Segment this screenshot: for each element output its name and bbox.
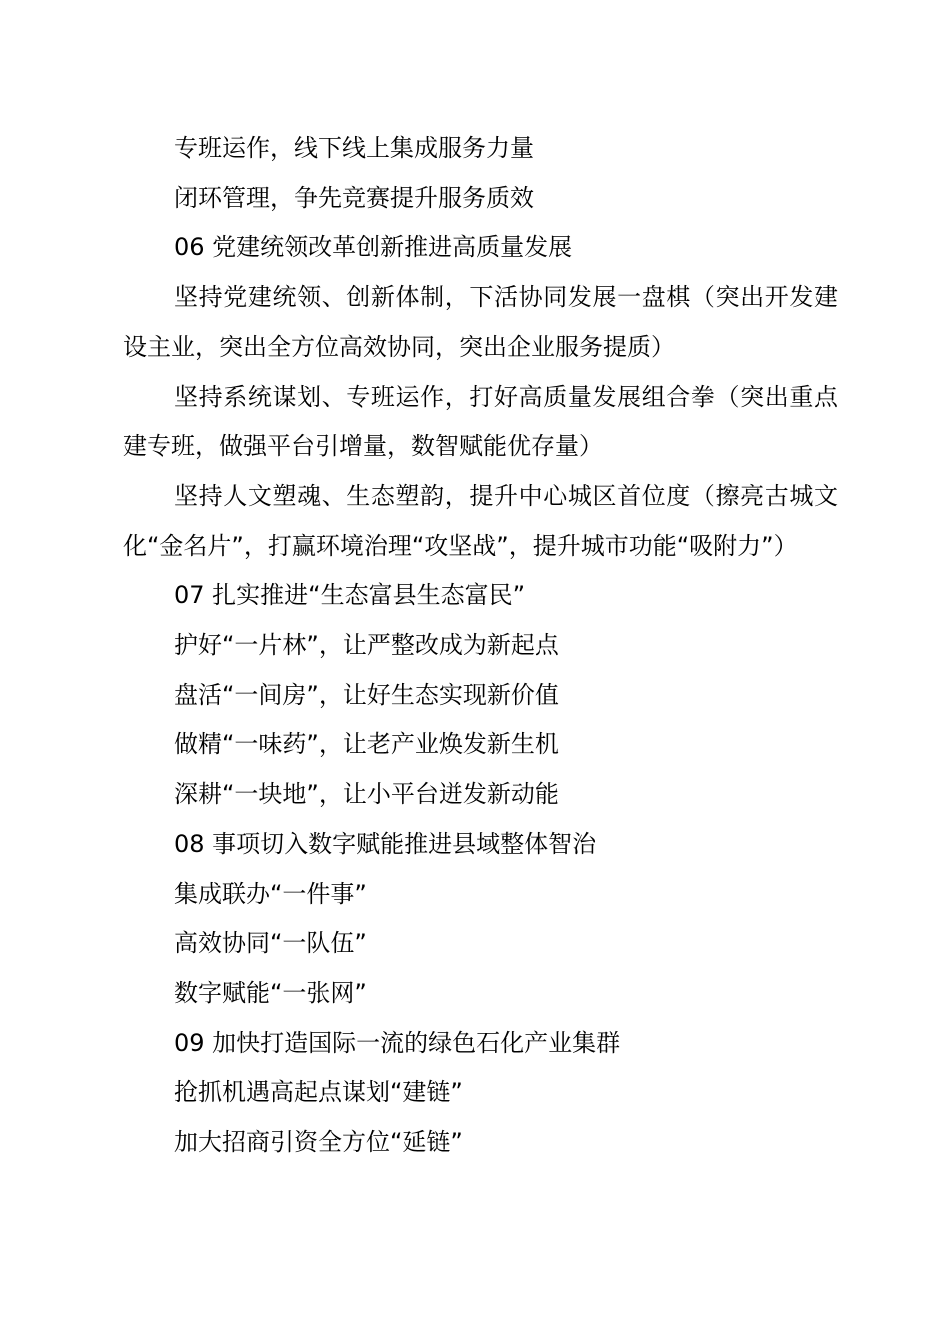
section-heading-08: 08 事项切入数字赋能推进县域整体智治 xyxy=(174,829,597,858)
paragraph-1: 专班运作，线下线上集成服务力量 xyxy=(174,134,534,162)
paragraph-13: 集成联办“一件事” xyxy=(174,879,367,908)
paragraph-14: 高效协同“一队伍” xyxy=(174,929,367,958)
section-heading-09: 09 加快打造国际一流的绿色石化产业集群 xyxy=(174,1028,621,1057)
paragraph-17: 抢抓机遇高起点谋划“建链” xyxy=(174,1078,463,1107)
section-heading-06: 06 党建统领改革创新推进高质量发展 xyxy=(174,233,573,262)
paragraph-11: 深耕“一块地”，让小平台迸发新动能 xyxy=(174,780,559,809)
paragraph-8: 护好“一片林”，让严整改成为新起点 xyxy=(174,631,559,660)
paragraph-4: 坚持党建统领、创新体制，下活协同发展一盘棋（突出开发建设主业，突出全方位高效协同，突出企业服务提质） xyxy=(123,283,838,361)
section-heading-07: 07 扎实推进“生态富县生态富民” xyxy=(174,581,526,610)
paragraph-15: 数字赋能“一张网” xyxy=(174,978,367,1007)
paragraph-10: 做精“一味药”，让老产业焕发新生机 xyxy=(174,730,559,759)
paragraph-9: 盘活“一间房”，让好生态实现新价值 xyxy=(174,680,559,709)
paragraph-18: 加大招商引资全方位“延链” xyxy=(174,1128,463,1157)
paragraph-5: 坚持系统谋划、专班运作，打好高质量发展组合拳（突出重点建专班，做强平台引增量，数智赋能优存量） xyxy=(123,382,838,461)
paragraph-6: 坚持人文塑魂、生态塑韵，提升中心城区首位度（擦亮古城文化“金名片”，打赢环境治理“攻坚战”，提升城市功能“吸附力”） xyxy=(123,481,838,560)
document-body xyxy=(123,124,838,1168)
paragraph-2: 闭环管理，争先竞赛提升服务质效 xyxy=(174,183,534,212)
